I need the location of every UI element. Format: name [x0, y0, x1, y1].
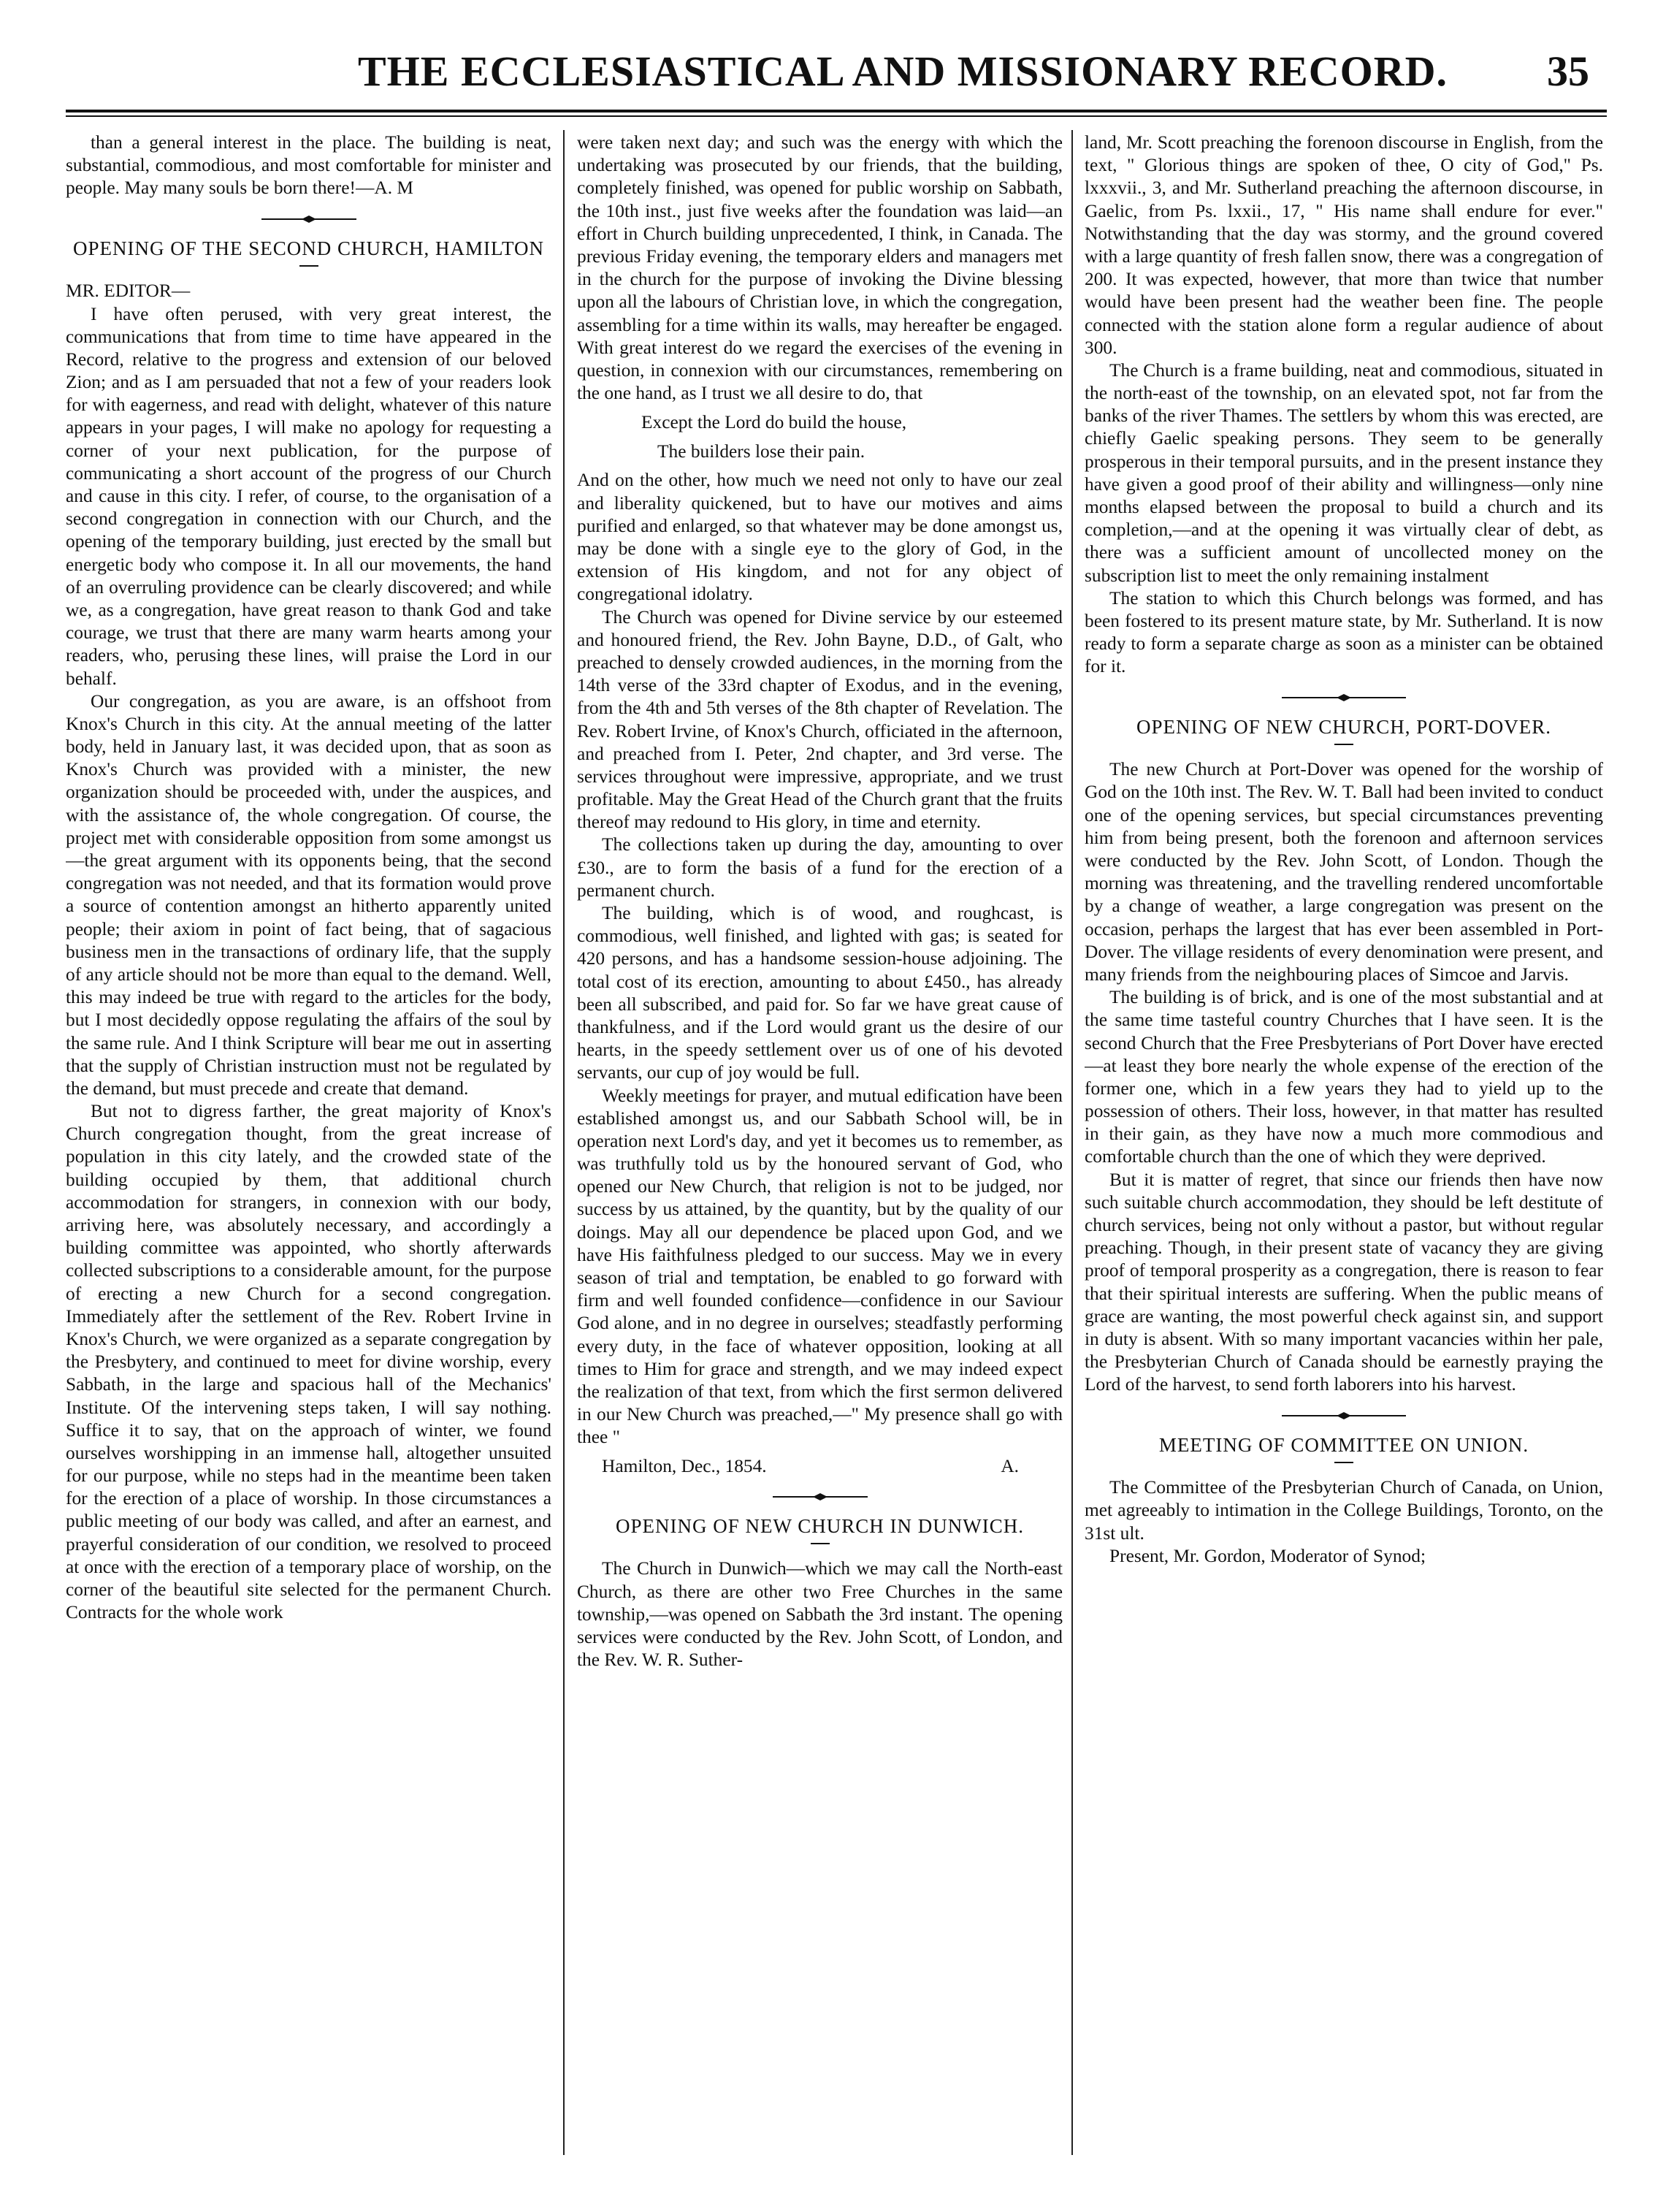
paragraph: The Committee of the Presbyterian Church of Canada, on Union, met agreeably to intimation in the College Buildings, Toronto, on the 31st ult. — [1085, 1477, 1603, 1544]
verse-line: The builders lose their pain. — [657, 441, 865, 462]
paragraph: The building is of brick, and is one of the most substantial and at the same time tasteful country Churches that I have seen. It is the second Church that the Free Presbyterians of Port Dover have erected—at least they bore nearly the whole expense of the erection of the former one, which in a few years they had to yield up to the possession of others. Their loss, however, in that matter has resulted in their gain, as they have now a much more commodious and comfortable church than the one of which they were deprived. — [1085, 987, 1603, 1167]
article-heading: OPENING OF THE SECOND CHURCH, HAMILTON — [72, 237, 545, 259]
heading-dash — [1334, 744, 1353, 745]
paragraph: Weekly meetings for prayer, and mutual edification have been established amongst us, and our Sabbath School will, be in operation next Lord's day, and yet it becomes us to remember, as was truthfully told us by the honoured servant of God, who opened our New Church, that religion is not to be judged, nor success by us attained, by the quantity, but by the quality of our doings. May all our dependence be placed upon God, and we have His faithfulness pledged to our success. May we in every season of trial and temptation, be enabled to go forward with firm and well founded confidence—confidence in our Saviour God alone, and in no degree in ourselves; steadfastly performing every duty, in the face of whatever opposition, looking at all times to Him for grace and strength, and we may indeed expect the realization of that text, from which the first sermon delivered in our New Church was preached,—" My presence shall go with thee " — [577, 1085, 1063, 1448]
paragraph: Present, Mr. Gordon, Moderator of Synod; — [1109, 1545, 1426, 1566]
running-title: THE ECCLESIASTICAL AND MISSIONARY RECORD. — [358, 47, 1448, 95]
paragraph: But it is matter of regret, that since our friends then have now such suitable church accommodation, they should be left destitute of church services, being not only without a pastor, but without regular preaching. Though, in their present state of vacancy they are giving proof of temporal prosperity as a congregation, there is reason to fear that their spiritual interests are suffering. When the public means of grace are wanting, the most powerful check against sin, and support in duty is absent. With so many important vacancies within her pale, the Presbyterian Church of Canada should be earnestly praying the Lord of the harvest, to send forth laborers into his harvest. — [1085, 1169, 1603, 1395]
column-divider — [563, 130, 565, 2155]
paragraph: The new Church at Port-Dover was opened for the worship of God on the 10th inst. The Rev. W. T. Ball had been invited to conduct one of the opening services, but special circumstances preventing him from being present, both the forenoon and afternoon services were conducted by the Rev. John Scott, of London. Though the morning was threatening, and the travelling rendered uncomfortable by a change of weather, a large congregation was present on the occasion, perhaps the largest that has ever been assembled in Port-Dover. The village residents of every denomination were present, and many friends from the neighbouring places of Simcoe and Jarvis. — [1085, 759, 1603, 985]
column-2 — [577, 131, 1063, 2148]
column-3 — [1085, 131, 1603, 2148]
page-number: 35 — [1547, 47, 1589, 95]
signature-place-date: Hamilton, Dec., 1854. — [602, 1455, 767, 1476]
paragraph: The building, which is of wood, and roughcast, is commodious, well finished, and lighted with gas; is seated for 420 persons, and has a handsome session-house adjoining. The total cost of its erection, amounting to about £450., has already been all subscribed, and paid for. So far we have great cause of thankfulness, and if the Lord would grant us the desire of our hearts, in the speedy settlement over us of one of his devoted servants, our cup of joy would be full. — [577, 903, 1063, 1083]
ornamental-rule — [1282, 1411, 1406, 1420]
heading-dash — [811, 1543, 830, 1544]
signature-initial: A. — [1001, 1455, 1019, 1476]
heading-dash — [299, 265, 318, 267]
ornamental-rule — [1282, 693, 1406, 702]
paragraph: But not to digress farther, the great majority of Knox's Church congregation thought, from the great increase of population in this city lately, and the crowded state of the building occupied by them, that additional church accommodation for strangers, in connexion with our body, arriving here, was absolutely necessary, and accordingly a building committee was appointed, who shortly afterwards collected subscriptions to a considerable amount, for the purpose of erecting a new Church for a second congregation. Immediately after the settlement of the Rev. Robert Irvine in Knox's Church, we were organized as a separate congregation by the Presbytery, and continued to meet for divine worship, every Sabbath, in the large and spacious hall of the Mechanics' Institute. Of the intervening steps taken, I will say nothing. Suffice it to say, that on the approach of winter, we found ourselves worshipping in an immense hall, altogether unsuited for our purpose, while no steps had in the meantime been taken for the erection of a place of worship. In those circumstances a public meeting of our body was called, and after an earnest, and prayerful consideration of our condition, we resolved to proceed at once with the erection of a temporary place of worship, on the corner of the beautiful site selected for the permanent Church. Contracts for the whole work — [66, 1101, 551, 1623]
signature-line — [577, 1455, 1063, 1478]
header-rule-thin — [66, 115, 1607, 117]
ornamental-rule — [773, 1492, 868, 1501]
paragraph: The Church in Dunwich—which we may call the North-east Church, as there are other two Free Churches in the same township,—was opened on Sabbath the 3rd instant. The opening services were conducted by the Rev. John Scott, of London, and the Rev. W. R. Suther- — [577, 1558, 1063, 1671]
article-heading: OPENING OF NEW CHURCH, PORT-DOVER. — [1136, 715, 1551, 738]
paragraph: I have often perused, with very great interest, the communications that from time to time have appeared in the Record, relative to the progress and extension of our beloved Zion; and as I am persuaded that not a few of your readers look for with eagerness, and read with delight, whatever of this nature appears in your pages, I will make no apology for requesting a corner of your next publication, for the purpose of communicating a short account of the progress of our Church and cause in this city. I refer, of course, to the organisation of a second congregation in connection with our Church, and the opening of the temporary building, just erected by the small but energetic body who compose it. In all our movements, the hand of an overruling providence can be clearly discovered; and while we, as a congregation, have great reason to thank God and take courage, we trust that there are many warm hearts among your readers, who, perusing these lines, will praise the Lord in our behalf. — [66, 303, 551, 689]
paragraph: The Church is a frame building, neat and commodious, situated in the north-east of the township, on an elevated spot, not far from the banks of the river Thames. The settlers by whom this was erected, are chiefly Gaelic speaking persons. They seem to be generally prosperous in their temporal pursuits, and in the present instance they have given a good proof of their ability and willingness—only nine months elapsed between the proposal to build a church and its completion,—and at the opening it was virtually clear of debt, as there was a sufficient amount of uncollected money on the subscription list to meet the only remaining instalment — [1085, 359, 1603, 586]
article-heading: MEETING OF COMMITTEE ON UNION. — [1158, 1433, 1529, 1456]
verse-line: Except the Lord do build the house, — [641, 412, 907, 433]
article-heading: OPENING OF NEW CHURCH IN DUNWICH. — [616, 1514, 1024, 1537]
paragraph: land, Mr. Scott preaching the forenoon discourse in English, from the text, " Glorious things are spoken of thee, O city of God," Ps. lxxxvii., 3, and Mr. Sutherland preaching the afternoon discourse, in Gaelic, from Ps. lxxii., 17, " His name shall endure for ever." Notwithstanding that the day was stormy, and the ground covered with a large quantity of fresh fallen snow, there was a congregation of 200. It was expected, however, that more than twice that number would have been present had the weather been fine. The people connected with the station alone form a regular audience of about 300. — [1085, 132, 1603, 358]
paragraph: The Church was opened for Divine service by our esteemed and honoured friend, the Rev. John Bayne, D.D., of Galt, who preached to densely crowded audiences, in the morning from the 14th verse of the 33rd chapter of Exodus, and in the evening, from the 4th and 5th verses of the 8th chapter of Revelation. The Rev. Robert Irvine, of Knox's Church, officiated in the afternoon, and preached from I. Peter, 2nd chapter, and 3rd verse. The services throughout were impressive, appropriate, and we trust profitable. May the Great Head of the Church grant that the fruits thereof may redound to His glory, in time and eternity. — [577, 606, 1063, 833]
paragraph: The station to which this Church belongs was formed, and has been fostered to its present mature state, by Mr. Sutherland. It is now ready to form a separate charge as soon as a minister can be obtained for it. — [1085, 587, 1603, 677]
paragraph: And on the other, how much we need not only to have our zeal and liberality quickened, but to have our motives and aims purified and enlarged, so that whatever may be done amongst us, may be done with a single eye to the glory of God, in the extension of His kingdom, and not for any object of congregational idolatry. — [577, 470, 1063, 605]
paragraph: than a general interest in the place. The building is neat, substantial, commodious, and most comfortable for minister and people. May many souls be born there!—A. M — [66, 132, 551, 199]
paragraph: were taken next day; and such was the energy with which the undertaking was prosecuted by our friends, that the building, completely finished, was opened for public worship on Sabbath, the 10th inst., just five weeks after the foundation was laid—an effort in Church building unprecedented, I think, in Canada. The previous Friday evening, the temporary elders and managers met in the church for the purpose of invoking the Divine blessing upon all the labours of Christian love, in which the congregation, assembling for a time within its walls, may hereafter be engaged. With great interest do we regard the exercises of the evening in question, in connexion with our circumstances, remembering on the one hand, as I trust we all desire to do, that — [577, 132, 1063, 404]
ornamental-rule — [261, 215, 356, 224]
paragraph: Our congregation, as you are aware, is an offshoot from Knox's Church in this city. At the annual meeting of the latter body, held in January last, it was decided upon, that as soon as Knox's Church was provided with a minister, the new organization should be proceeded with, under the auspices, and with the assistance of, the whole congregation. Of course, the project met with considerable opposition from some amongst us—the great argument with its opponents being, that the second congregation was not needed, and that its formation would prove a source of contention amongst an hitherto apparently united people; their axiom in point of fact being, that of sagacious business men in the transactions of ordinary life, that the supply of any article should not be more than equal to the demand. Well, this may indeed be true with regard to the articles for the body, but I most decidedly oppose regulating the affairs of the soul by the same rule. And I think Scripture will bear me out in asserting that the supply of Christian instruction must not be regulated by the demand, but must precede and create that demand. — [66, 690, 551, 1099]
column-divider — [1071, 130, 1073, 2155]
paragraph: The collections taken up during the day, amounting to over £30., are to form the basis of a fund for the erection of a permanent church. — [577, 834, 1063, 901]
header-rule — [66, 110, 1607, 112]
heading-dash — [1334, 1462, 1353, 1463]
salutation: MR. EDITOR— — [66, 281, 191, 302]
column-1 — [66, 131, 551, 2148]
